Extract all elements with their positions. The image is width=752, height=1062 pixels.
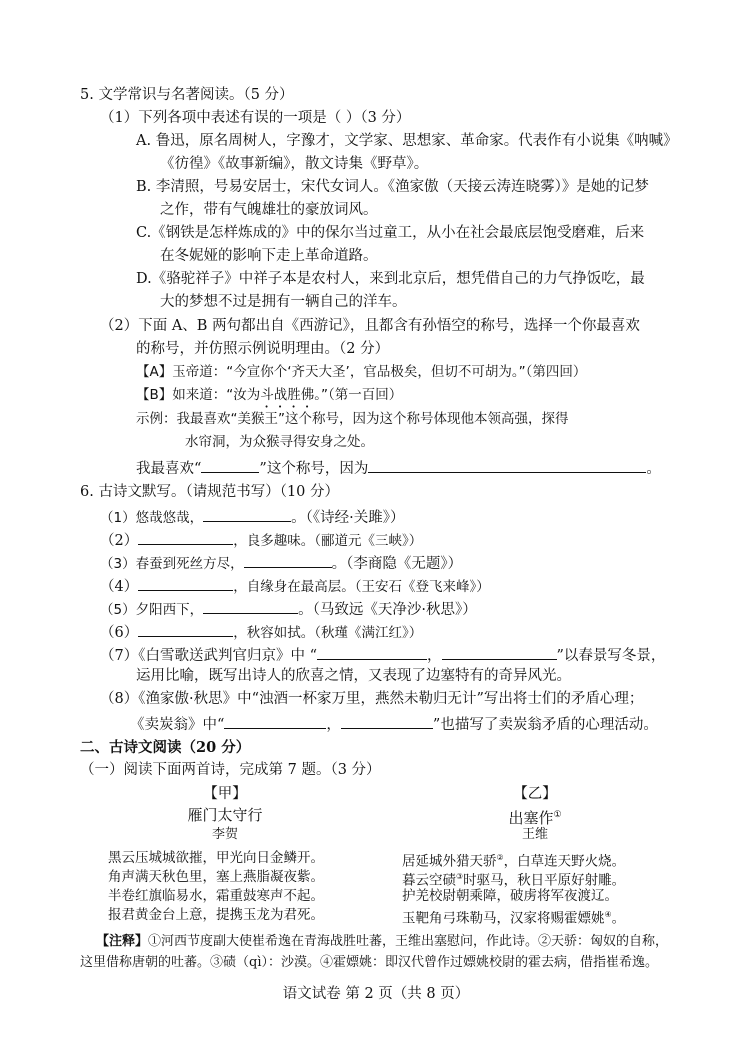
poem-b-author: 王维: [521, 827, 548, 842]
q5-option-a-line1: A. 鲁迅，原名周树人，字豫才，文学家、思想家、革命家。代表作有小说集《呐喊》: [136, 133, 678, 149]
notes-text-1: ①河西节度副大使崔希逸在青海战胜吐蕃，王维出塞慰问，作此诗。②天骄：匈奴的自称，: [148, 934, 669, 949]
q5-option-c-line2: 在冬妮娅的影响下走上革命道路。: [160, 248, 378, 264]
notes-line-1: [96, 932, 668, 952]
q5-sub1: （1）下列各项中表述有误的一项是（ ）（3 分）: [100, 110, 411, 126]
quote-a-post: ’，官品极矣，但切不可胡为。”（第四回）: [345, 364, 587, 380]
q6-7-post: ”以春景写冬景，: [556, 648, 666, 664]
section-2-title: 二、古诗文阅读（20 分）: [80, 739, 251, 756]
poem-b-l1-a: 居延城外猎天骄: [402, 853, 497, 870]
q6-3-pre: （3）春蚕到死丝方尽，: [100, 556, 244, 572]
poem-b-l4-note: ④: [604, 910, 612, 919]
q6-title: 6. 古诗文默写。（请规范书写）（10 分）: [80, 484, 340, 500]
q6-4-pre: （4）: [100, 579, 139, 595]
example-line2: 水帘洞，为众猴寻得安身之处。: [185, 434, 374, 450]
q6-6-post: ，秋容如拭。（秋瑾《满江红》）: [233, 625, 423, 641]
quote-b-post: 。”（第一百回）: [314, 387, 403, 403]
poem-b-line-3: 护羌校尉朝乘障，破虏将军夜渡辽。: [402, 888, 618, 904]
q6-4-post: ，自缘身在最高层。（王安石《登飞来峰》）: [233, 579, 490, 595]
poem-a-title: 雁门太守行: [187, 806, 263, 824]
poem-b-title-note: ①: [553, 810, 562, 820]
q6-8-blank-1[interactable]: [224, 712, 326, 729]
poem-b-l2-b: 时驱马，秋日平原好射雕。: [463, 872, 626, 889]
q6-3-post: 。（李商隐《无题》）: [331, 556, 463, 572]
q6-item-5: [100, 597, 477, 620]
section-2-sub: （一）阅读下面两首诗，完成第 7 题。（3 分）: [80, 762, 381, 778]
q6-8-comma: ，: [326, 717, 341, 733]
q6-5-post: 。（马致远《天净沙·秋思》）: [298, 602, 477, 618]
q6-8-post: ”也描写了卖炭翁矛盾的心理活动。: [432, 717, 658, 733]
q6-item-8-line1: （8）《渔家傲·秋思》中“浊酒一杯家万里，燕然未勒归无计”写出将士们的矛盾心理；: [100, 691, 644, 707]
quote-b-pre: 【B】如来道：“汝为: [136, 387, 261, 403]
poem-a-tag: 【甲】: [203, 786, 247, 802]
q6-6-pre: （6）: [100, 625, 139, 641]
q6-8-blank-2[interactable]: [341, 712, 433, 729]
poem-b-tag: 【乙】: [513, 786, 557, 802]
q6-2-pre: （2）: [100, 533, 139, 549]
poem-a-line-2: 角声满天秋色里，塞上燕脂凝夜紫。: [108, 869, 324, 885]
q5-option-c-line1: C.《钢铁是怎样炼成的》中的保尔当过童工，从小在社会最底层饱受磨难，后来: [136, 225, 645, 241]
quote-a-pre: 【A】玉帝道：“今宣你个‘: [136, 364, 292, 380]
poem-b-l1-note: ②: [496, 853, 504, 862]
q5-sub2-line2: 的称号，并仿照示例说明理由。（2 分）: [136, 341, 390, 357]
q6-1-blank[interactable]: [203, 505, 291, 522]
favorite-mid: ”这个称号，因为: [259, 461, 369, 477]
poem-b-l4-a: 玉靶角弓珠勒马，汉家将赐霍嫖姚: [402, 910, 605, 927]
q6-1-post: 。（《诗经·关雎》）: [291, 510, 405, 526]
quote-a-keyword: 齐天大圣: [291, 364, 346, 380]
q5-option-d-line2: 大的梦想不过是拥有一辆自己的洋车。: [160, 294, 407, 310]
poem-b-l1-b: ，白草连天野火烧。: [503, 853, 626, 870]
poem-b-title-wrap: [420, 805, 650, 828]
q5-sub2-line1: （2）下面 A、B 两句都出自《西游记》，且都含有孙悟空的称号，选择一个你最喜欢: [100, 318, 640, 334]
q6-7-pre: （7）《白雪歌送武判官归京》中 “: [100, 648, 317, 664]
q6-item-1: [100, 505, 404, 528]
poem-a-author: 李贺: [211, 827, 238, 842]
q6-7-comma: ，: [427, 648, 442, 664]
poem-a-line-4: 报君黄金台上意，提携玉龙为君死。: [108, 907, 324, 923]
q6-item-7-line2: 运用比喻，既写出诗人的欣喜之情，又表现了边塞特有的奇异风光。: [136, 668, 571, 684]
q5-title: 5. 文学常识与名著阅读。（5 分）: [80, 87, 294, 103]
quote-b-keyword: 斗战胜佛: [260, 387, 315, 403]
poem-b-line-4: [402, 905, 625, 929]
q6-item-7-line1: [100, 643, 665, 666]
q6-6-blank[interactable]: [138, 620, 233, 637]
reason-blank[interactable]: [368, 456, 646, 473]
q5-option-a-line2: 《彷徨》《故事新编》，散文诗集《野草》。: [160, 156, 429, 172]
example-line1: 示例：我最喜欢“美猴王”这个称号，因为这个称号体现他本领高强，探得: [136, 411, 569, 427]
poem-b-title: 出塞作: [508, 809, 554, 827]
quote-b: [136, 385, 402, 411]
q6-item-8-line2: [130, 712, 658, 735]
q6-item-4: [100, 574, 490, 597]
q6-5-pre: （5）夕阳西下，: [100, 602, 204, 618]
quote-a: [136, 362, 586, 382]
q6-2-blank[interactable]: [138, 528, 233, 545]
q6-item-2: [100, 528, 422, 551]
poem-a-line-3: 半卷红旗临易水，霜重鼓寒声不起。: [108, 888, 324, 904]
q6-5-blank[interactable]: [203, 597, 298, 614]
q5-option-b-line2: 之作，带有气魄雄壮的豪放词风。: [160, 202, 378, 218]
favorite-pre: 我最喜欢“: [136, 461, 202, 477]
q6-2-post: ，良多趣味。（郦道元《三峡》）: [233, 533, 423, 549]
poem-b-l4-b: 。: [611, 910, 626, 927]
page-footer: 语文试卷 第 2 页（共 8 页）: [282, 986, 470, 1002]
q5-option-b-line1: B. 李清照，号易安居士，宋代女词人。《渔家傲（天接云涛连晓雾）》是她的记梦: [136, 179, 649, 195]
notes-line-2: 这里借称唐朝的吐蕃。③碛（qì）：沙漠。④霍嫖姚：即汉代曾作过嫖姚校尉的霍去病，借指崔希逸。: [80, 955, 658, 970]
favorite-blank[interactable]: [201, 456, 259, 473]
q6-7-blank-1[interactable]: [317, 643, 427, 660]
q6-item-6: [100, 620, 422, 643]
q6-4-blank[interactable]: [138, 574, 233, 591]
q6-8-pre: 《卖炭翁》中“: [130, 717, 225, 733]
q6-1-pre: （1）悠哉悠哉，: [100, 510, 204, 526]
poem-b-l2-a: 暮云空碛: [402, 872, 456, 889]
q6-item-3: [100, 551, 462, 574]
poem-a-line-1: 黑云压城城欲摧，甲光向日金鳞开。: [108, 850, 324, 866]
q6-3-blank[interactable]: [244, 551, 332, 568]
favorite-answer-line: [136, 456, 661, 479]
q5-option-d-line1: D.《骆驼祥子》中祥子本是农村人，来到北京后，想凭借自己的力气挣饭吃，最: [136, 271, 645, 287]
favorite-end: 。: [646, 461, 661, 477]
q6-7-blank-2[interactable]: [442, 643, 557, 660]
notes-label: 【注释】: [96, 934, 149, 949]
poem-b-l2-note: ③: [456, 872, 464, 881]
